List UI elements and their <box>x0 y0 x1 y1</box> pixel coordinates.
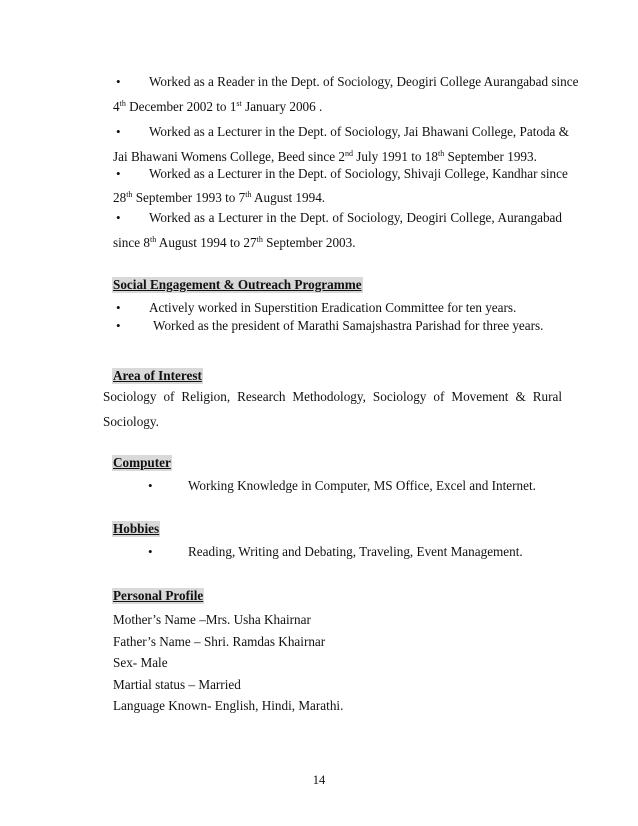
bullet: • <box>116 318 121 333</box>
page-number: 14 <box>312 773 326 787</box>
computer-heading: Computer <box>113 455 171 470</box>
profile-father-name: Father’s Name – Shri. Ramdas Khairnar <box>113 634 326 649</box>
experience-item-4-line-2: since 8th August 1994 to 27th September 2003. <box>113 235 356 250</box>
hobbies-item: Reading, Writing and Debating, Traveling, Event Management. <box>188 544 523 559</box>
bullet: • <box>116 166 121 181</box>
bullet: • <box>148 544 153 559</box>
bullet: • <box>116 124 121 139</box>
social-item-1: Actively worked in Superstition Eradication Committee for ten years. <box>149 300 517 315</box>
experience-item-1-line-2: 4th December 2002 to 1st January 2006 . <box>113 99 323 114</box>
social-item-2: Worked as the president of Marathi Samajshastra Parishad for three years. <box>150 318 544 333</box>
hobbies-heading: Hobbies <box>113 521 160 536</box>
experience-item-2-line-2: Jai Bhawani Womens College, Beed since 2nd July 1991 to 18th September 1993. <box>113 149 537 164</box>
bullet: • <box>148 478 153 493</box>
area-of-interest-line-2: Sociology. <box>103 414 159 429</box>
personal-profile-heading: Personal Profile <box>113 588 204 603</box>
experience-item-2-line-1: Worked as a Lecturer in the Dept. of Sociology, Jai Bhawani College, Patoda & <box>149 124 569 139</box>
profile-marital-status: Martial status – Married <box>113 677 241 692</box>
experience-item-4-line-1: Worked as a Lecturer in the Dept. of Sociology, Deogiri College, Aurangabad <box>149 210 562 225</box>
area-of-interest-line-1: Sociology of Religion, Research Methodology, Sociology of Movement & Rural <box>103 389 562 404</box>
experience-item-1-line-1: Worked as a Reader in the Dept. of Sociology, Deogiri College Aurangabad since <box>149 74 579 89</box>
computer-item: Working Knowledge in Computer, MS Office, Excel and Internet. <box>188 478 536 493</box>
bullet: • <box>116 300 121 315</box>
bullet: • <box>116 74 121 89</box>
experience-item-3-line-1: Worked as a Lecturer in the Dept. of Sociology, Shivaji College, Kandhar since <box>149 166 568 181</box>
profile-mother-name: Mother’s Name –Mrs. Usha Khairnar <box>113 612 311 627</box>
profile-languages: Language Known- English, Hindi, Marathi. <box>113 698 344 713</box>
profile-sex: Sex- Male <box>113 655 168 670</box>
experience-item-3-line-2: 28th September 1993 to 7th August 1994. <box>113 190 326 205</box>
social-engagement-heading: Social Engagement & Outreach Programme <box>113 277 362 292</box>
bullet: • <box>116 210 121 225</box>
area-of-interest-heading: Area of Interest <box>113 368 202 383</box>
